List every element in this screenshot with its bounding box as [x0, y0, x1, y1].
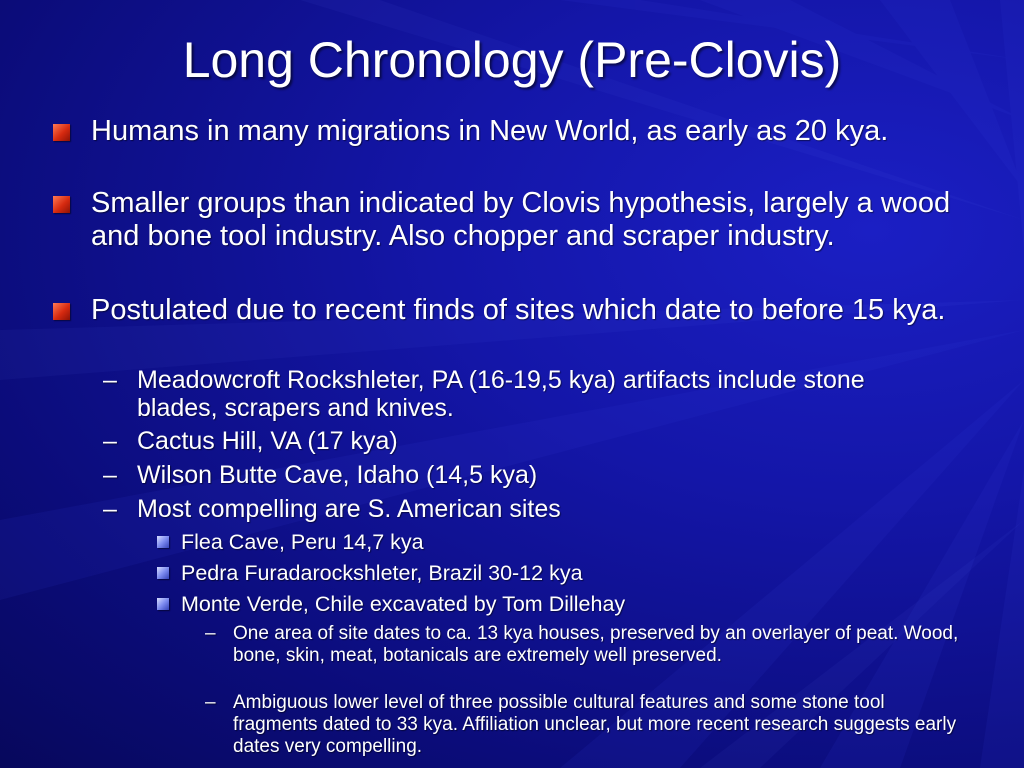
site-text: Pedra Furadarockshleter, Brazil 30-12 kya	[181, 561, 583, 585]
dash-bullet-icon: –	[103, 366, 117, 394]
site-text: Flea Cave, Peru 14,7 kya	[181, 530, 424, 554]
site-item	[181, 561, 961, 585]
site-text: Monte Verde, Chile excavated by Tom Dillehay	[181, 592, 626, 616]
note-text: One area of site dates to ca. 13 kya houses, preserved by an overlayer of peat. Wood, bone, skin, meat, botanicals are extremely well preserved.	[233, 623, 959, 666]
dash-bullet-icon: –	[103, 495, 117, 523]
sub-bullet-item	[103, 366, 937, 422]
sub-bullet-text: Most compelling are S. American sites	[137, 495, 561, 523]
note-text: Ambiguous lower level of three possible cultural features and some stone tool fragments dated to 33 kya. Affiliation unclear, but more recent research suggests early dates very compelling.	[233, 692, 957, 757]
dash-bullet-icon: –	[205, 692, 216, 713]
bullet-item	[91, 187, 981, 253]
note-item	[205, 623, 963, 667]
red-square-bullet-icon	[53, 303, 70, 320]
bullet-item	[91, 294, 981, 327]
bullet-text: Smaller groups than indicated by Clovis hypothesis, largely a wood and bone tool industry. Also chopper and scraper industry.	[91, 187, 951, 252]
dash-bullet-icon: –	[103, 427, 117, 455]
site-item	[181, 530, 961, 554]
blue-square-bullet-icon	[157, 598, 169, 610]
site-item	[181, 592, 961, 616]
sub-bullet-item	[103, 427, 937, 455]
bullet-text: Postulated due to recent finds of sites which date to before 15 kya.	[91, 294, 946, 326]
red-square-bullet-icon	[53, 196, 70, 213]
dash-bullet-icon: –	[205, 623, 216, 644]
bullet-item	[91, 115, 981, 148]
sub-bullet-item	[103, 461, 937, 489]
blue-square-bullet-icon	[157, 567, 169, 579]
blue-square-bullet-icon	[157, 536, 169, 548]
dash-bullet-icon: –	[103, 461, 117, 489]
sub-bullet-item	[103, 495, 937, 523]
sub-bullet-text: Meadowcroft Rockshleter, PA (16-19,5 kya) artifacts include stone blades, scrapers and knives.	[137, 366, 865, 422]
note-item	[205, 692, 963, 758]
slide-title: Long Chronology (Pre-Clovis)	[182, 32, 842, 88]
red-square-bullet-icon	[53, 124, 70, 141]
bullet-text: Humans in many migrations in New World, as early as 20 kya.	[91, 115, 889, 147]
sub-bullet-text: Cactus Hill, VA (17 kya)	[137, 427, 398, 455]
sub-bullet-text: Wilson Butte Cave, Idaho (14,5 kya)	[137, 461, 538, 489]
